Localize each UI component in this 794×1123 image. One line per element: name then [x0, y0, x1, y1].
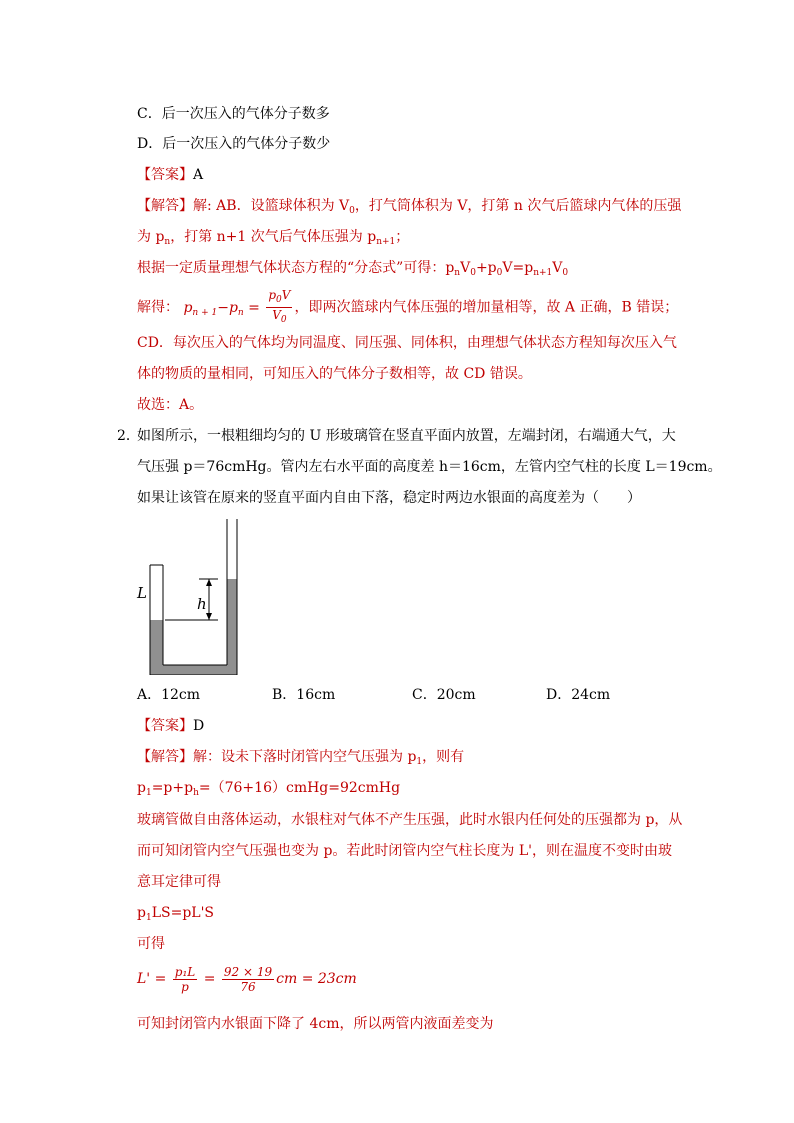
q2-option-a: A．12cm — [137, 687, 201, 703]
analysis-text: 根据一定质量理想气体状态方程的“分态式”可得：p — [137, 260, 455, 276]
fraction: $\frac{p_0V}{V_0}$ — [268, 288, 291, 325]
q2-number: 2． — [117, 428, 140, 444]
answer-value: D — [193, 718, 205, 734]
q1-analysis-line1: 【解答】解: AB．设篮球体积为 $V_0$，打气筒体积为 V，打第 n 次气后篮球内气体的压强 — [137, 198, 682, 216]
q2-analysis-line4: 而可知闭管内空气压强也变为 p。若此时闭管内空气柱长度为 L'，则在温度不变时由玻 — [137, 843, 673, 859]
analysis-text: =p+p — [151, 780, 194, 796]
analysis-text: +p — [475, 260, 497, 276]
analysis-text: V — [552, 260, 563, 276]
q2-answer — [137, 717, 204, 735]
answer-tag: 【答案】 — [137, 167, 193, 183]
formula-rhs: cm = 23cm — [276, 971, 357, 987]
q2-text1: 如图所示，一根粗细均匀的 U 形玻璃管在竖直平面内放置，左端封闭，右端通大气，大 — [137, 428, 676, 444]
analysis-text: ，打气筒体积为 V，打第 n 次气后篮球内气体的压强 — [354, 198, 682, 214]
analysis-tag: 【解答】 — [137, 749, 193, 765]
q2-analysis-line9: 可知封闭管内水银面下降了 4cm，所以两管内液面差变为 — [137, 1016, 494, 1032]
q2-analysis-line1: 【解答】解：设未下落时闭管内空气压强为 $p_1$，则有 — [137, 749, 465, 767]
q2-text2: 气压强 p＝76cmHg。管内左右水平面的高度差 h＝16cm，左管内空气柱的长度 L＝19cm。 — [137, 459, 722, 475]
q1-answer — [137, 166, 203, 184]
analysis-text: ，则有 — [422, 749, 465, 765]
q2-option-d: D．24cm — [546, 687, 611, 703]
analysis-text: V=p — [502, 260, 534, 276]
q2-analysis-formula: L' = $\frac{\text{p₁L}}{p}$ = $\frac{92 \times 19}{76}$ cm = 23cm — [137, 964, 357, 994]
analysis-text: =（76+16）cmHg=92cmHg — [198, 780, 401, 796]
analysis-text: 解得： — [137, 299, 179, 316]
analysis-text: p — [137, 905, 146, 921]
q1-analysis-line3: 根据一定质量理想气体状态方程的“分态式”可得：$p_nV_0+p_0V=p_{n+1}V_0$ — [137, 260, 569, 278]
q2-option-b: B．16cm — [272, 687, 336, 703]
fraction-denominator: 76 — [240, 979, 256, 994]
q2-analysis-line5: 意耳定律可得 — [137, 874, 221, 890]
fraction — [222, 965, 274, 994]
option-c: C．后一次压入的气体分子数多 — [137, 106, 330, 122]
u-tube-figure — [130, 515, 245, 675]
fraction-numerator: p₁L — [174, 964, 196, 979]
figure-label-L: L — [137, 584, 147, 602]
fraction-denominator: p — [181, 979, 189, 994]
q1-analysis-line4 — [137, 288, 678, 328]
fraction-numerator: 92 × 19 — [223, 964, 273, 979]
analysis-text: ，即两次篮球内气体压强的增加量相等，故 A 正确，B 错误； — [294, 299, 679, 316]
figure-label-h: h — [197, 595, 207, 613]
analysis-text: 解: AB．设篮球体积为 V — [193, 198, 350, 214]
formula-lhs: L' = — [137, 971, 167, 987]
analysis-text: ，打第 n+1 次气后气体压强为 p — [170, 229, 377, 245]
analysis-tag: 【解答】 — [137, 198, 193, 214]
q1-analysis-line7: 故选：A。 — [137, 397, 204, 413]
analysis-text: ； — [395, 229, 410, 245]
fraction — [173, 965, 197, 994]
q2-analysis-line7: 可得 — [137, 936, 165, 952]
q2-analysis-line6: $p_1LS=pL'S$ — [137, 905, 215, 923]
analysis-text: 为 p — [137, 229, 165, 245]
analysis-text: p — [137, 780, 146, 796]
analysis-text: V — [460, 260, 471, 276]
formula: $p_{n + 1}-p_n$ = — [183, 299, 260, 318]
q2-analysis-line2: $p_1=p+p_h=(76+16)cmHg=92cmHg$ — [137, 780, 401, 798]
q2-analysis-line3: 玻璃管做自由落体运动，水银柱对气体不产生压强，此时水银内任何处的压强都为 p，从 — [137, 812, 683, 828]
q1-analysis-line2: 为 $p_n$，打第 n+1 次气后气体压强为 $p_{n+1}$； — [137, 229, 410, 247]
q2-text3: 如果让该管在原来的竖直平面内自由下落，稳定时两边水银面的高度差为（ ） — [137, 490, 641, 506]
answer-value: A — [193, 167, 204, 183]
q1-analysis-line6: 体的物质的量相同，可知压入的气体分子数相等，故 CD 错误。 — [137, 366, 532, 382]
q2-option-c: C．20cm — [412, 687, 476, 703]
option-d: D．后一次压入的气体分子数少 — [137, 136, 331, 152]
answer-tag: 【答案】 — [137, 718, 193, 734]
q1-analysis-line5: CD．每次压入的气体均为同温度、同压强、同体积，由理想气体状态方程知每次压入气 — [137, 335, 677, 351]
analysis-text: 解：设未下落时闭管内空气压强为 p — [193, 749, 417, 765]
analysis-text: LS=pL'S — [151, 905, 215, 921]
